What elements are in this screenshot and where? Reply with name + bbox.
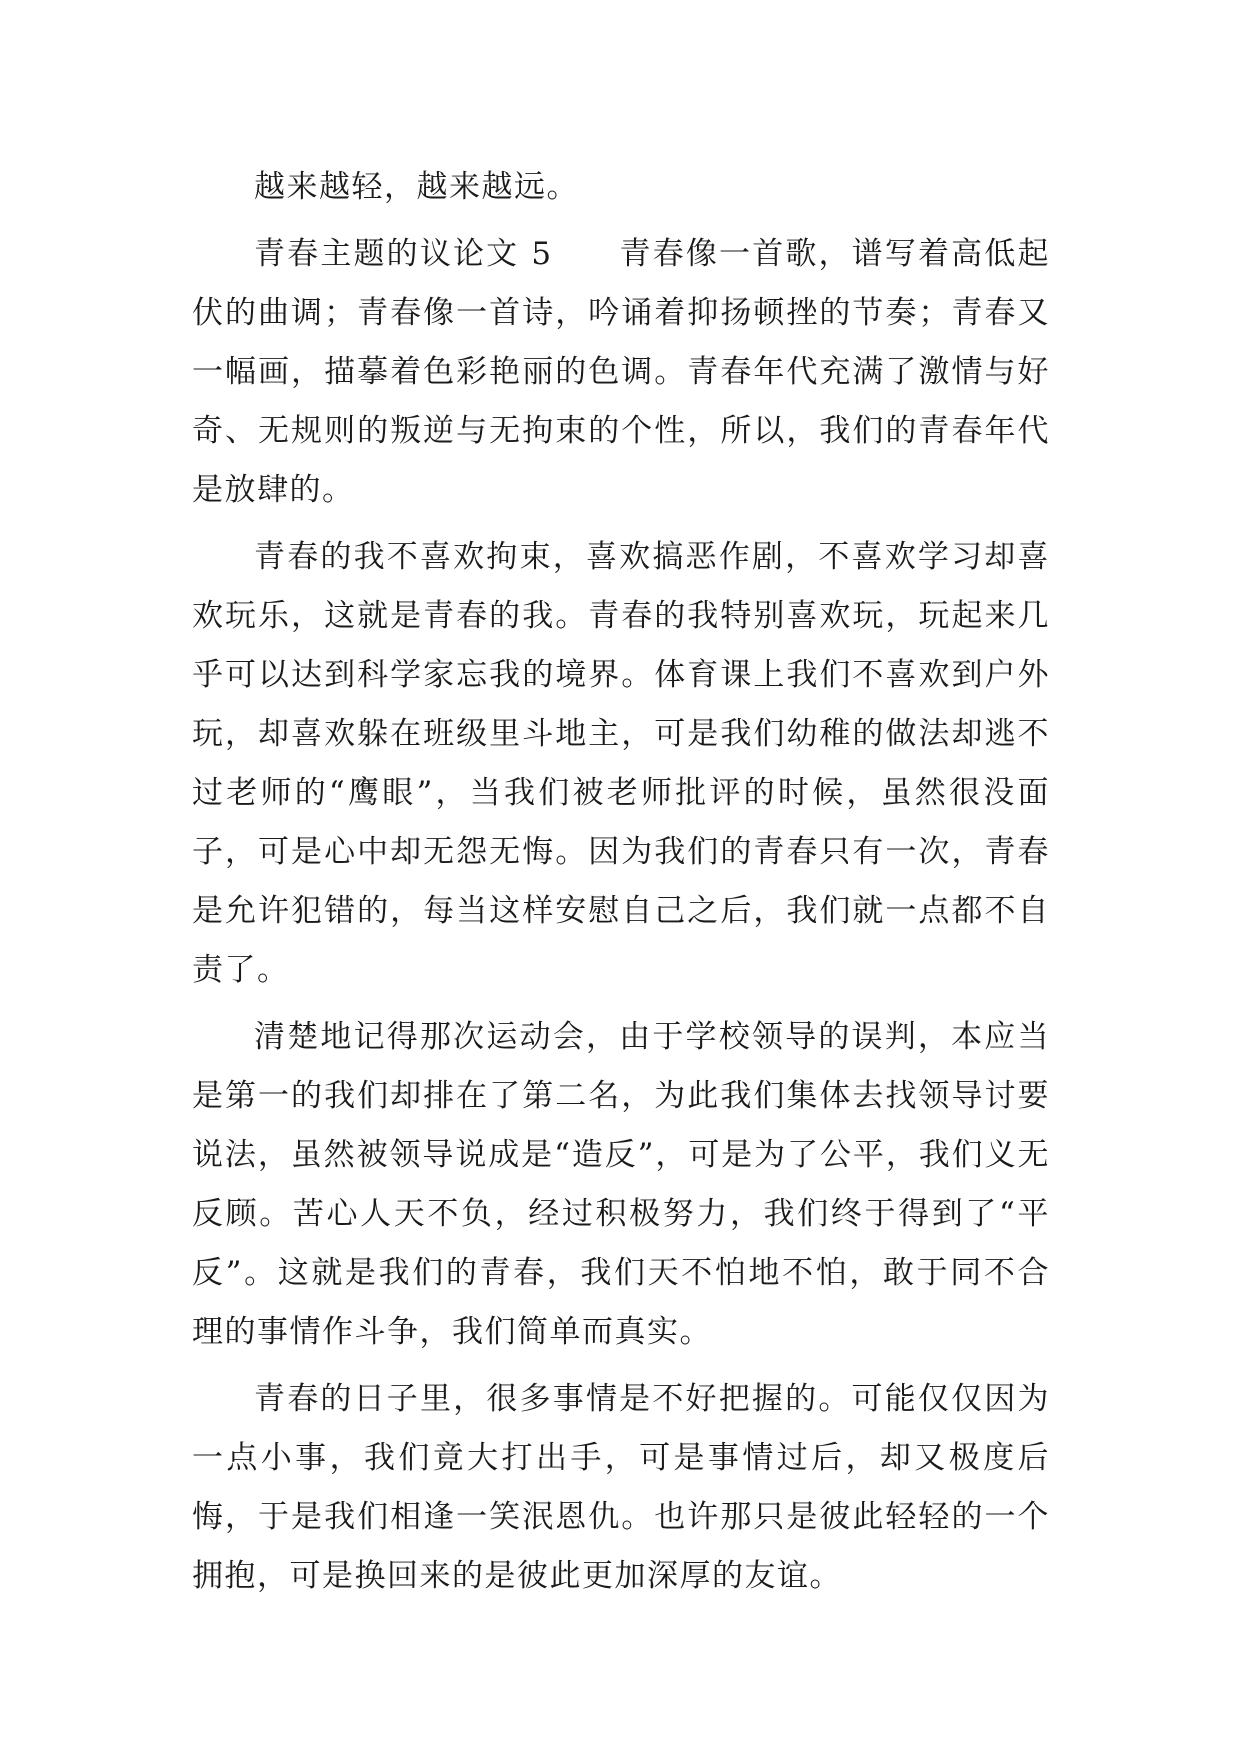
paragraph-3: 青春的我不喜欢拘束，喜欢搞恶作剧，不喜欢学习却喜欢玩乐，这就是青春的我。青春的我特别喜欢玩，玩起来几乎可以达到科学家忘我的境界。体育课上我们不喜欢到户外玩，却喜欢躲在班级里斗地主，可是我们幼稚的做法却逃不过老师的“鹰眼”，当我们被老师批评的时候，虽然很没面子，可是心中却无怨无悔。因为我们的青春只有一次，青春是允许犯错的，每当这样安慰自己之后，我们就一点都不自责了。 — [192, 539, 1050, 988]
paragraph-5: 青春的日子里，很多事情是不好把握的。可能仅仅因为一点小事，我们竟大打出手，可是事情过后，却又极度后悔，于是我们相逢一笑泯恩仇。也许那只是彼此轻轻的一个拥抱，可是换回来的是彼此更加深厚的友谊。 — [192, 1381, 1050, 1594]
paragraph-1: 越来越轻，越来越远。 — [254, 169, 579, 205]
paragraph-4: 清楚地记得那次运动会，由于学校领导的误判，本应当是第一的我们却排在了第二名，为此我们集体去找领导讨要说法，虽然被领导说成是“造反”，可是为了公平，我们义无反顾。苦心人天不负，经过积极努力，我们终于得到了“平反”。这就是我们的青春，我们天不怕地不怕，敢于同不合理的事情作斗争，我们简单而真实。 — [192, 1019, 1050, 1350]
body-text — [192, 158, 1050, 1606]
paragraph-2: 青春主题的议论文 5 青春像一首歌，谱写着高低起伏的曲调；青春像一首诗，吟诵着抑扬顿挫的节奏；青春又一幅画，描摹着色彩艳丽的色调。青春年代充满了激情与好奇、无规则的叛逆与无拘束的个性，所以，我们的青春年代是放肆的。 — [192, 236, 1050, 508]
